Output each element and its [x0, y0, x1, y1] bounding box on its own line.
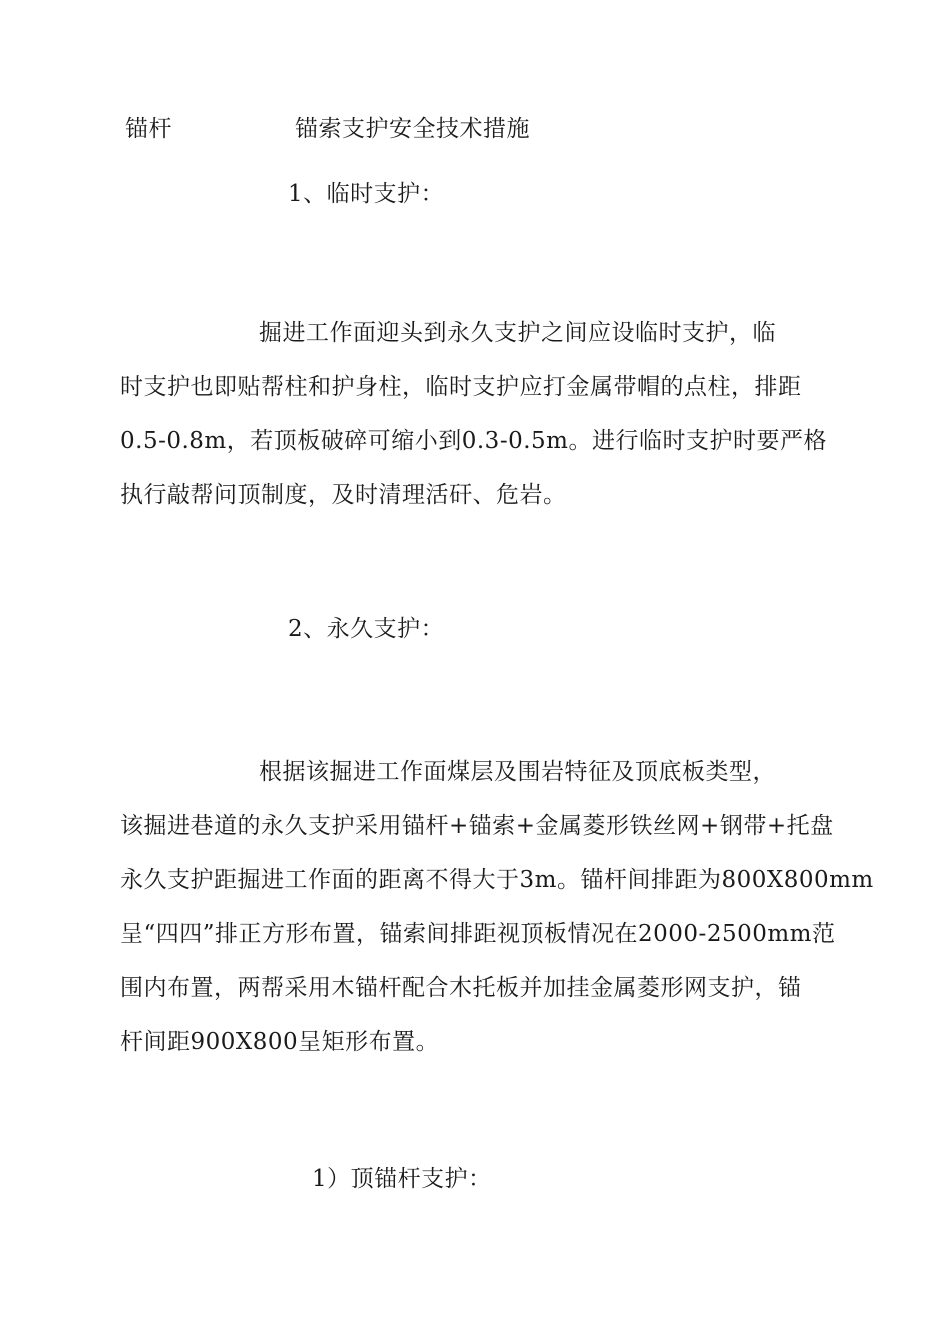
- paragraph-line: 0.5-0.8m，若顶板破碎可缩小到0.3-0.5m。进行临时支护时要严格: [120, 428, 827, 454]
- paragraph-temporary-support: [120, 306, 840, 522]
- title-left: 锚杆: [125, 116, 172, 142]
- section-heading-permanent-support: 2、永久支护：: [288, 616, 445, 642]
- page-title: 锚索支护安全技术措施: [295, 116, 530, 142]
- paragraph-line: 根据该掘进工作面煤层及围岩特征及顶底板类型，: [259, 759, 776, 785]
- paragraph-line: 呈“四四”排正方形布置，锚索间排距视顶板情况在2000-2500mm范: [120, 921, 836, 947]
- paragraph-line: 执行敲帮问顶制度，及时清理活矸、危岩。: [120, 482, 567, 508]
- paragraph-line: 围内布置，两帮采用木锚杆配合木托板并加挂金属菱形网支护，锚: [120, 975, 802, 1001]
- paragraph-line: 该掘进巷道的永久支护采用锚杆+锚索+金属菱形铁丝网+钢带+托盘: [120, 813, 834, 839]
- section-heading-temporary-support: 1、临时支护：: [288, 181, 445, 207]
- paragraph-line: 杆间距900X800呈矩形布置。: [120, 1029, 440, 1055]
- subsection-heading-roof-bolt-support: 1）顶锚杆支护：: [312, 1166, 492, 1192]
- paragraph-line: 掘进工作面迎头到永久支护之间应设临时支护，临: [259, 320, 776, 346]
- paragraph-permanent-support: [120, 745, 874, 1069]
- paragraph-line: 时支护也即贴帮柱和护身柱，临时支护应打金属带帽的点柱，排距: [120, 374, 802, 400]
- paragraph-line: 永久支护距掘进工作面的距离不得大于3m。锚杆间排距为800X800mm: [120, 867, 874, 893]
